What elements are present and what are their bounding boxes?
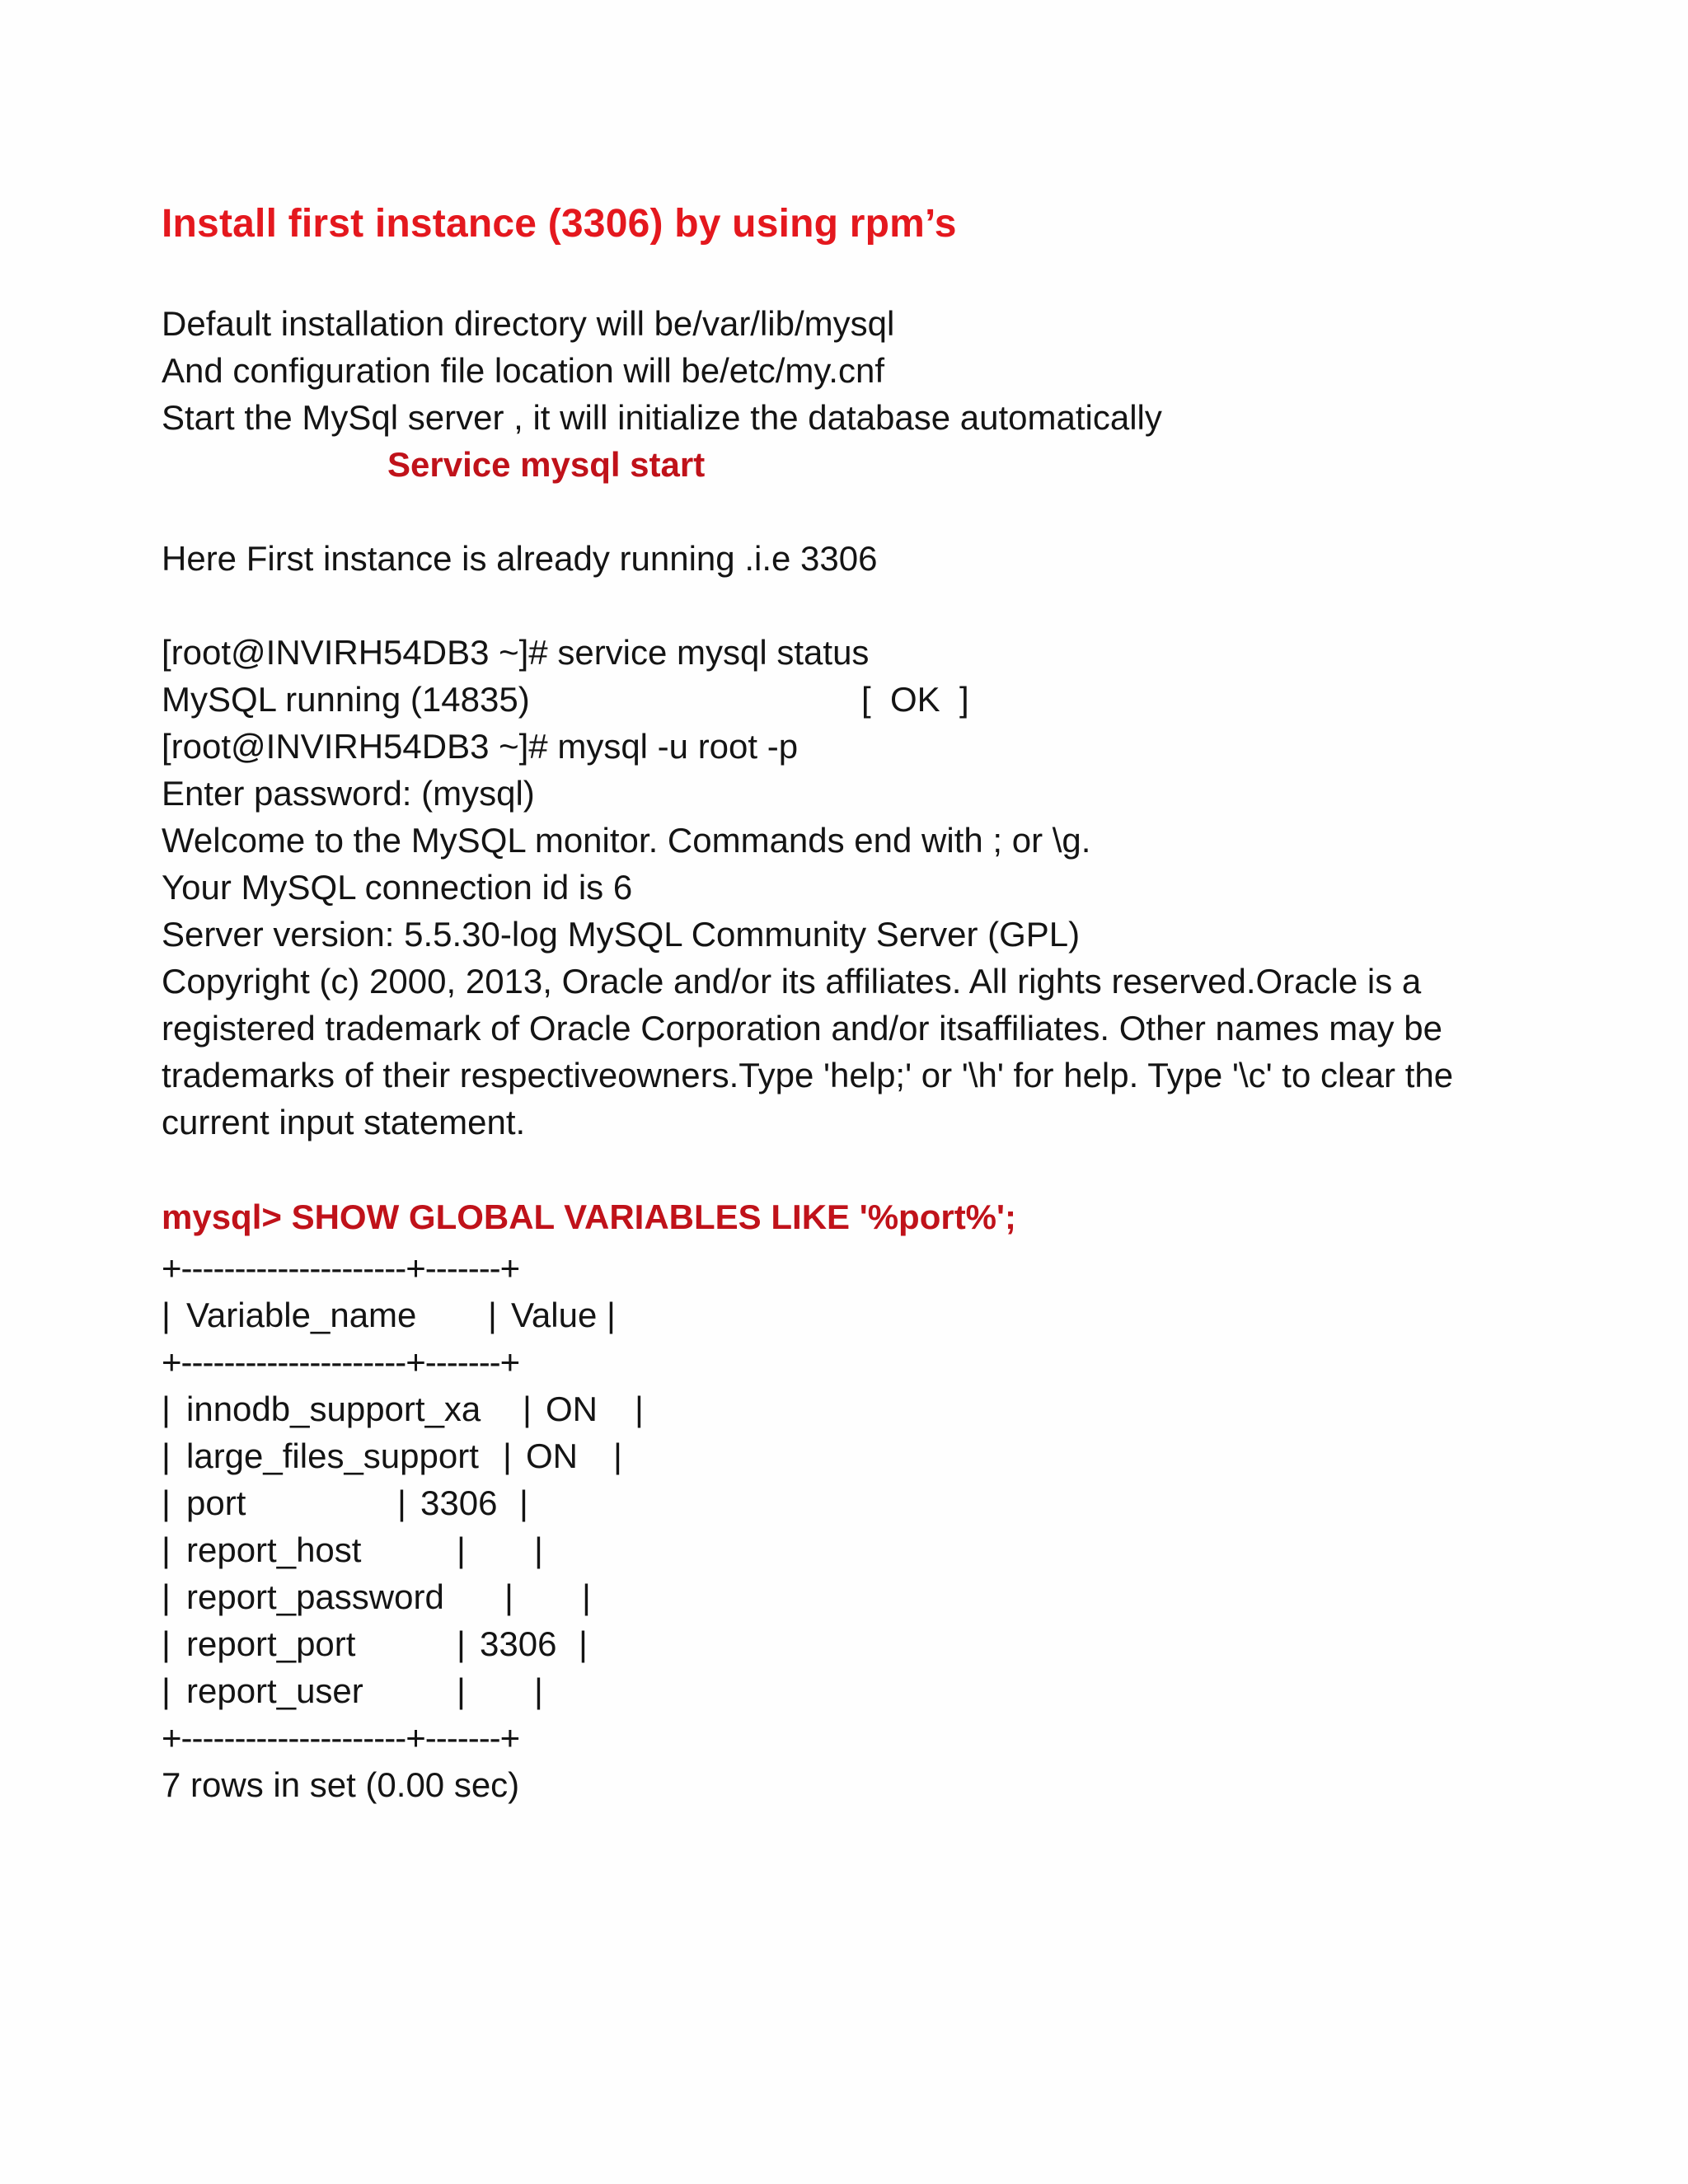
login-prompt: [root@INVIRH54DB3 ~]# mysql -u root -p — [162, 727, 799, 766]
password-line: Enter password: (mysql) — [162, 774, 535, 813]
cell-variable-name: large_files_support — [186, 1436, 479, 1475]
table-pipe: | — [523, 1390, 532, 1428]
cell-value: 3306 — [480, 1624, 557, 1663]
copyright-line-2: registered trademark of Oracle Corporation and/or itsaffiliates. Other names may be — [162, 1009, 1442, 1047]
table-pipe: | — [162, 1390, 171, 1428]
running-status: MySQL running (14835) — [162, 680, 530, 719]
intro-line-config-file: And configuration file location will be/etc/my.cnf — [162, 351, 884, 390]
connection-id-line: Your MySQL connection id is 6 — [162, 868, 633, 907]
table-pipe: | — [457, 1624, 466, 1663]
table-pipe: | — [488, 1296, 497, 1334]
table-pipe: | — [162, 1483, 171, 1522]
table-pipe: | — [534, 1530, 543, 1569]
cell-variable-name: report_password — [186, 1577, 444, 1616]
table-pipe: | — [162, 1671, 171, 1710]
table-pipe: | — [397, 1483, 406, 1522]
cell-value: 3306 — [420, 1483, 498, 1522]
copyright-line-3: trademarks of their respectiveowners.Type 'help;' or '\h' for help. Type '\c' to clear the — [162, 1056, 1454, 1094]
table-pipe: | — [162, 1577, 171, 1616]
page-title: Install first instance (3306) by using rpm’s — [162, 202, 957, 246]
ok-status: [ OK ] — [861, 680, 969, 719]
running-note: Here First instance is already running .i.e 3306 — [162, 539, 878, 578]
rows-in-set-summary: 7 rows in set (0.00 sec) — [162, 1765, 520, 1804]
welcome-line: Welcome to the MySQL monitor. Commands end with ; or \g. — [162, 821, 1091, 860]
table-pipe: | — [162, 1436, 171, 1475]
intro-line-start-server: Start the MySql server , it will initialize the database automatically — [162, 398, 1162, 437]
header-variable-name: Variable_name — [186, 1296, 417, 1334]
cell-value: ON — [526, 1436, 578, 1475]
table-pipe: | — [457, 1671, 466, 1710]
table-pipe: | — [582, 1577, 591, 1616]
table-pipe: | — [607, 1296, 616, 1334]
status-prompt: [root@INVIRH54DB3 ~]# service mysql status — [162, 633, 870, 672]
table-pipe: | — [613, 1436, 622, 1475]
header-value: Value — [511, 1296, 598, 1334]
cell-variable-name: report_port — [186, 1624, 356, 1663]
table-pipe: | — [635, 1390, 644, 1428]
table-border-text: +---------------------+-------+ — [162, 1718, 520, 1757]
copyright-line-4: current input statement. — [162, 1103, 526, 1141]
cell-value: ON — [546, 1390, 598, 1428]
table-pipe: | — [579, 1624, 588, 1663]
table-pipe: | — [162, 1530, 171, 1569]
table-pipe: | — [519, 1483, 528, 1522]
copyright-line-1: Copyright (c) 2000, 2013, Oracle and/or its affiliates. All rights reserved.Oracle is a — [162, 962, 1422, 1001]
table-border-text: +---------------------+-------+ — [162, 1343, 520, 1381]
start-command: Service mysql start — [387, 445, 706, 484]
table-pipe: | — [457, 1530, 466, 1569]
cell-variable-name: innodb_support_xa — [186, 1390, 481, 1428]
table-pipe: | — [504, 1577, 513, 1616]
table-pipe: | — [534, 1671, 543, 1710]
cell-variable-name: report_user — [186, 1671, 363, 1710]
table-border-text: +---------------------+-------+ — [162, 1249, 520, 1287]
cell-variable-name: port — [186, 1483, 246, 1522]
table-pipe: | — [503, 1436, 512, 1475]
table-pipe: | — [162, 1624, 171, 1663]
server-version-line: Server version: 5.5.30-log MySQL Community Server (GPL) — [162, 915, 1081, 954]
table-pipe: | — [162, 1296, 171, 1334]
query-command: mysql> SHOW GLOBAL VARIABLES LIKE '%port%'; — [162, 1197, 1016, 1236]
intro-line-install-dir: Default installation directory will be/var/lib/mysql — [162, 304, 895, 343]
cell-variable-name: report_host — [186, 1530, 362, 1569]
